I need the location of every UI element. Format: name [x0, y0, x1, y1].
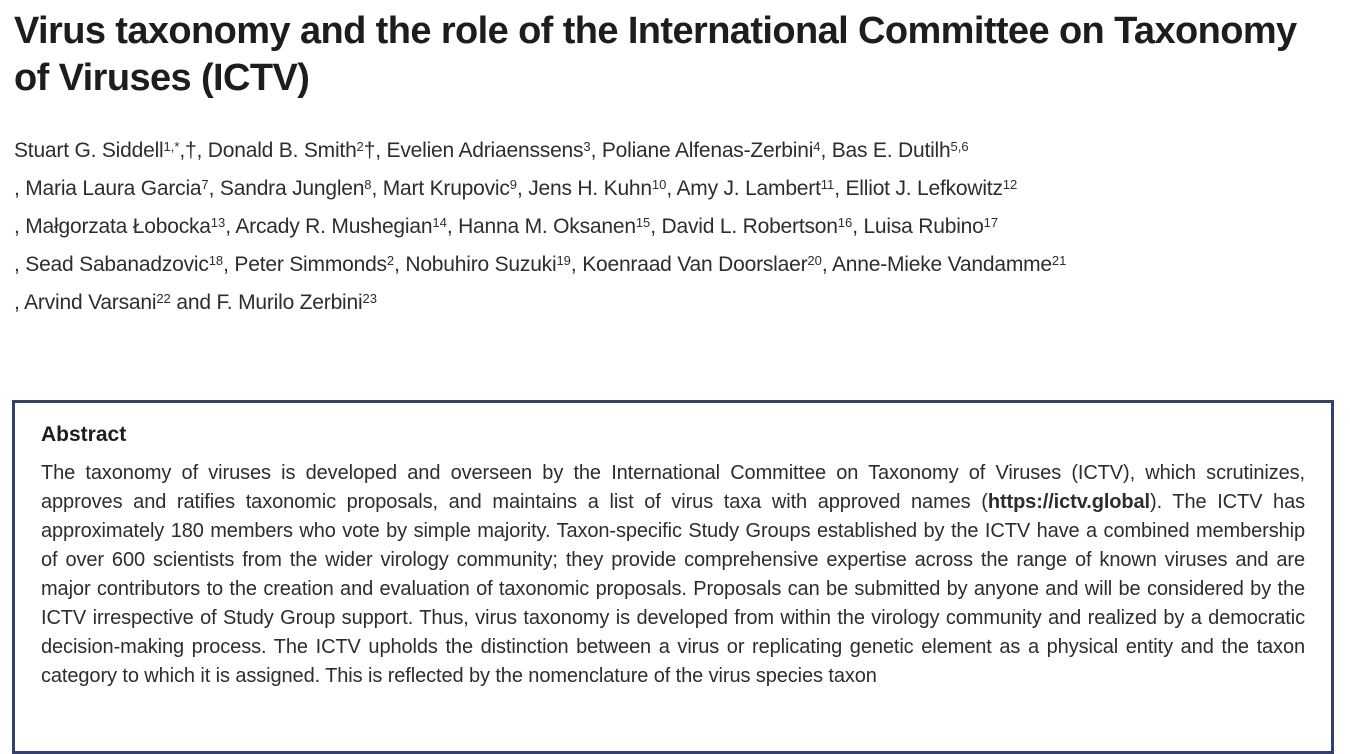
- affiliation-superscript: 1,*: [163, 138, 180, 154]
- affiliation-superscript: 2: [356, 138, 364, 154]
- affiliation-superscript: 20: [807, 252, 822, 268]
- affiliation-superscript: 17: [983, 214, 999, 230]
- affiliation-superscript: 8: [364, 176, 372, 192]
- affiliation-superscript: 14: [432, 214, 447, 230]
- affiliation-superscript: 18: [208, 252, 224, 268]
- affiliation-superscript: 2: [386, 252, 395, 268]
- affiliation-superscript: 19: [556, 252, 571, 268]
- affiliation-superscript: 4: [813, 138, 821, 154]
- affiliation-superscript: 9: [509, 176, 517, 192]
- affiliation-superscript: 12: [1002, 176, 1018, 192]
- affiliation-superscript: 10: [651, 176, 667, 192]
- ictv-url-link[interactable]: https://ictv.global: [987, 491, 1151, 513]
- abstract-heading: Abstract: [41, 423, 127, 446]
- abstract-box: [12, 400, 1334, 754]
- affiliation-superscript: 16: [837, 214, 853, 230]
- paper-title: Virus taxonomy and the role of the International Committee on Taxonomy of Viruses (ICTV): [14, 10, 1297, 99]
- affiliation-superscript: 23: [362, 290, 377, 306]
- affiliation-superscript: 3: [583, 138, 591, 154]
- affiliation-superscript: 7: [201, 176, 209, 192]
- affiliation-superscript: 11: [820, 176, 835, 192]
- abstract-text: The taxonomy of viruses is developed and overseen by the International Committee on Taxonomy of Viruses (ICTV), which scrutinizes, approves and ratifies taxonomic proposals, and maintains a list of virus taxa with approved names (https://ictv.global). The ICTV has approximately 180 members who vote by simple majority. Taxon-specific Study Groups established by the ICTV have a combined membership of over 600 scientists from the wider virology community; they provide comprehensive expertise across the range of known viruses and are major contributors to the creation and evaluation of taxonomic proposals. Proposals can be submitted by anyone and will be considered by the ICTV irrespective of Study Group support. Thus, virus taxonomy is developed from within the virology community and realized by a democratic decision-making process. The ICTV upholds the distinction between a virus or replicating genetic element as a physical entity and the taxon category to which it is assigned. This is reflected by the nomenclature of the virus species taxon: [41, 462, 1306, 687]
- affiliation-superscript: 13: [210, 214, 226, 230]
- affiliation-superscript: 5,6: [950, 138, 969, 154]
- affiliation-superscript: 21: [1051, 252, 1067, 268]
- affiliation-superscript: 22: [156, 290, 171, 306]
- affiliation-superscript: 15: [635, 214, 651, 230]
- author-list: Stuart G. Siddell$^{1,*}$,†, Donald B. Smith$^2$†, Evelien Adriaenssens$^3$, Poliane Alfenas-Zerbini$^4$, Bas E. Dutilh$^{5,6}$ , Maria Laura Garcia$^7$, Sandra Junglen$^8$, Mart Krupovic$^9$, Jens H. Kuhn$^{10}$, Amy J. Lambert$^{11}$, Elliot J. Lefkowitz$^{12}$ , Małgorzata Łobocka$^{13}$, Arcady R. Mushegian$^{14}$, Hanna M. Oksanen$^{15}$, David L. Robertson$^{16}$, Luisa Rubino$^{17}$ , Sead Sabanadzovic$^{18}$, Peter Simmonds$^2$, Nobuhiro Suzuki$^{19}$, Koenraad Van Doorslaer$^{20}$, Anne-Mieke Vandamme$^{21}$ , Arvind Varsani$^{22}$ and F. Murilo Zerbini$^{23}$: [14, 138, 1067, 314]
